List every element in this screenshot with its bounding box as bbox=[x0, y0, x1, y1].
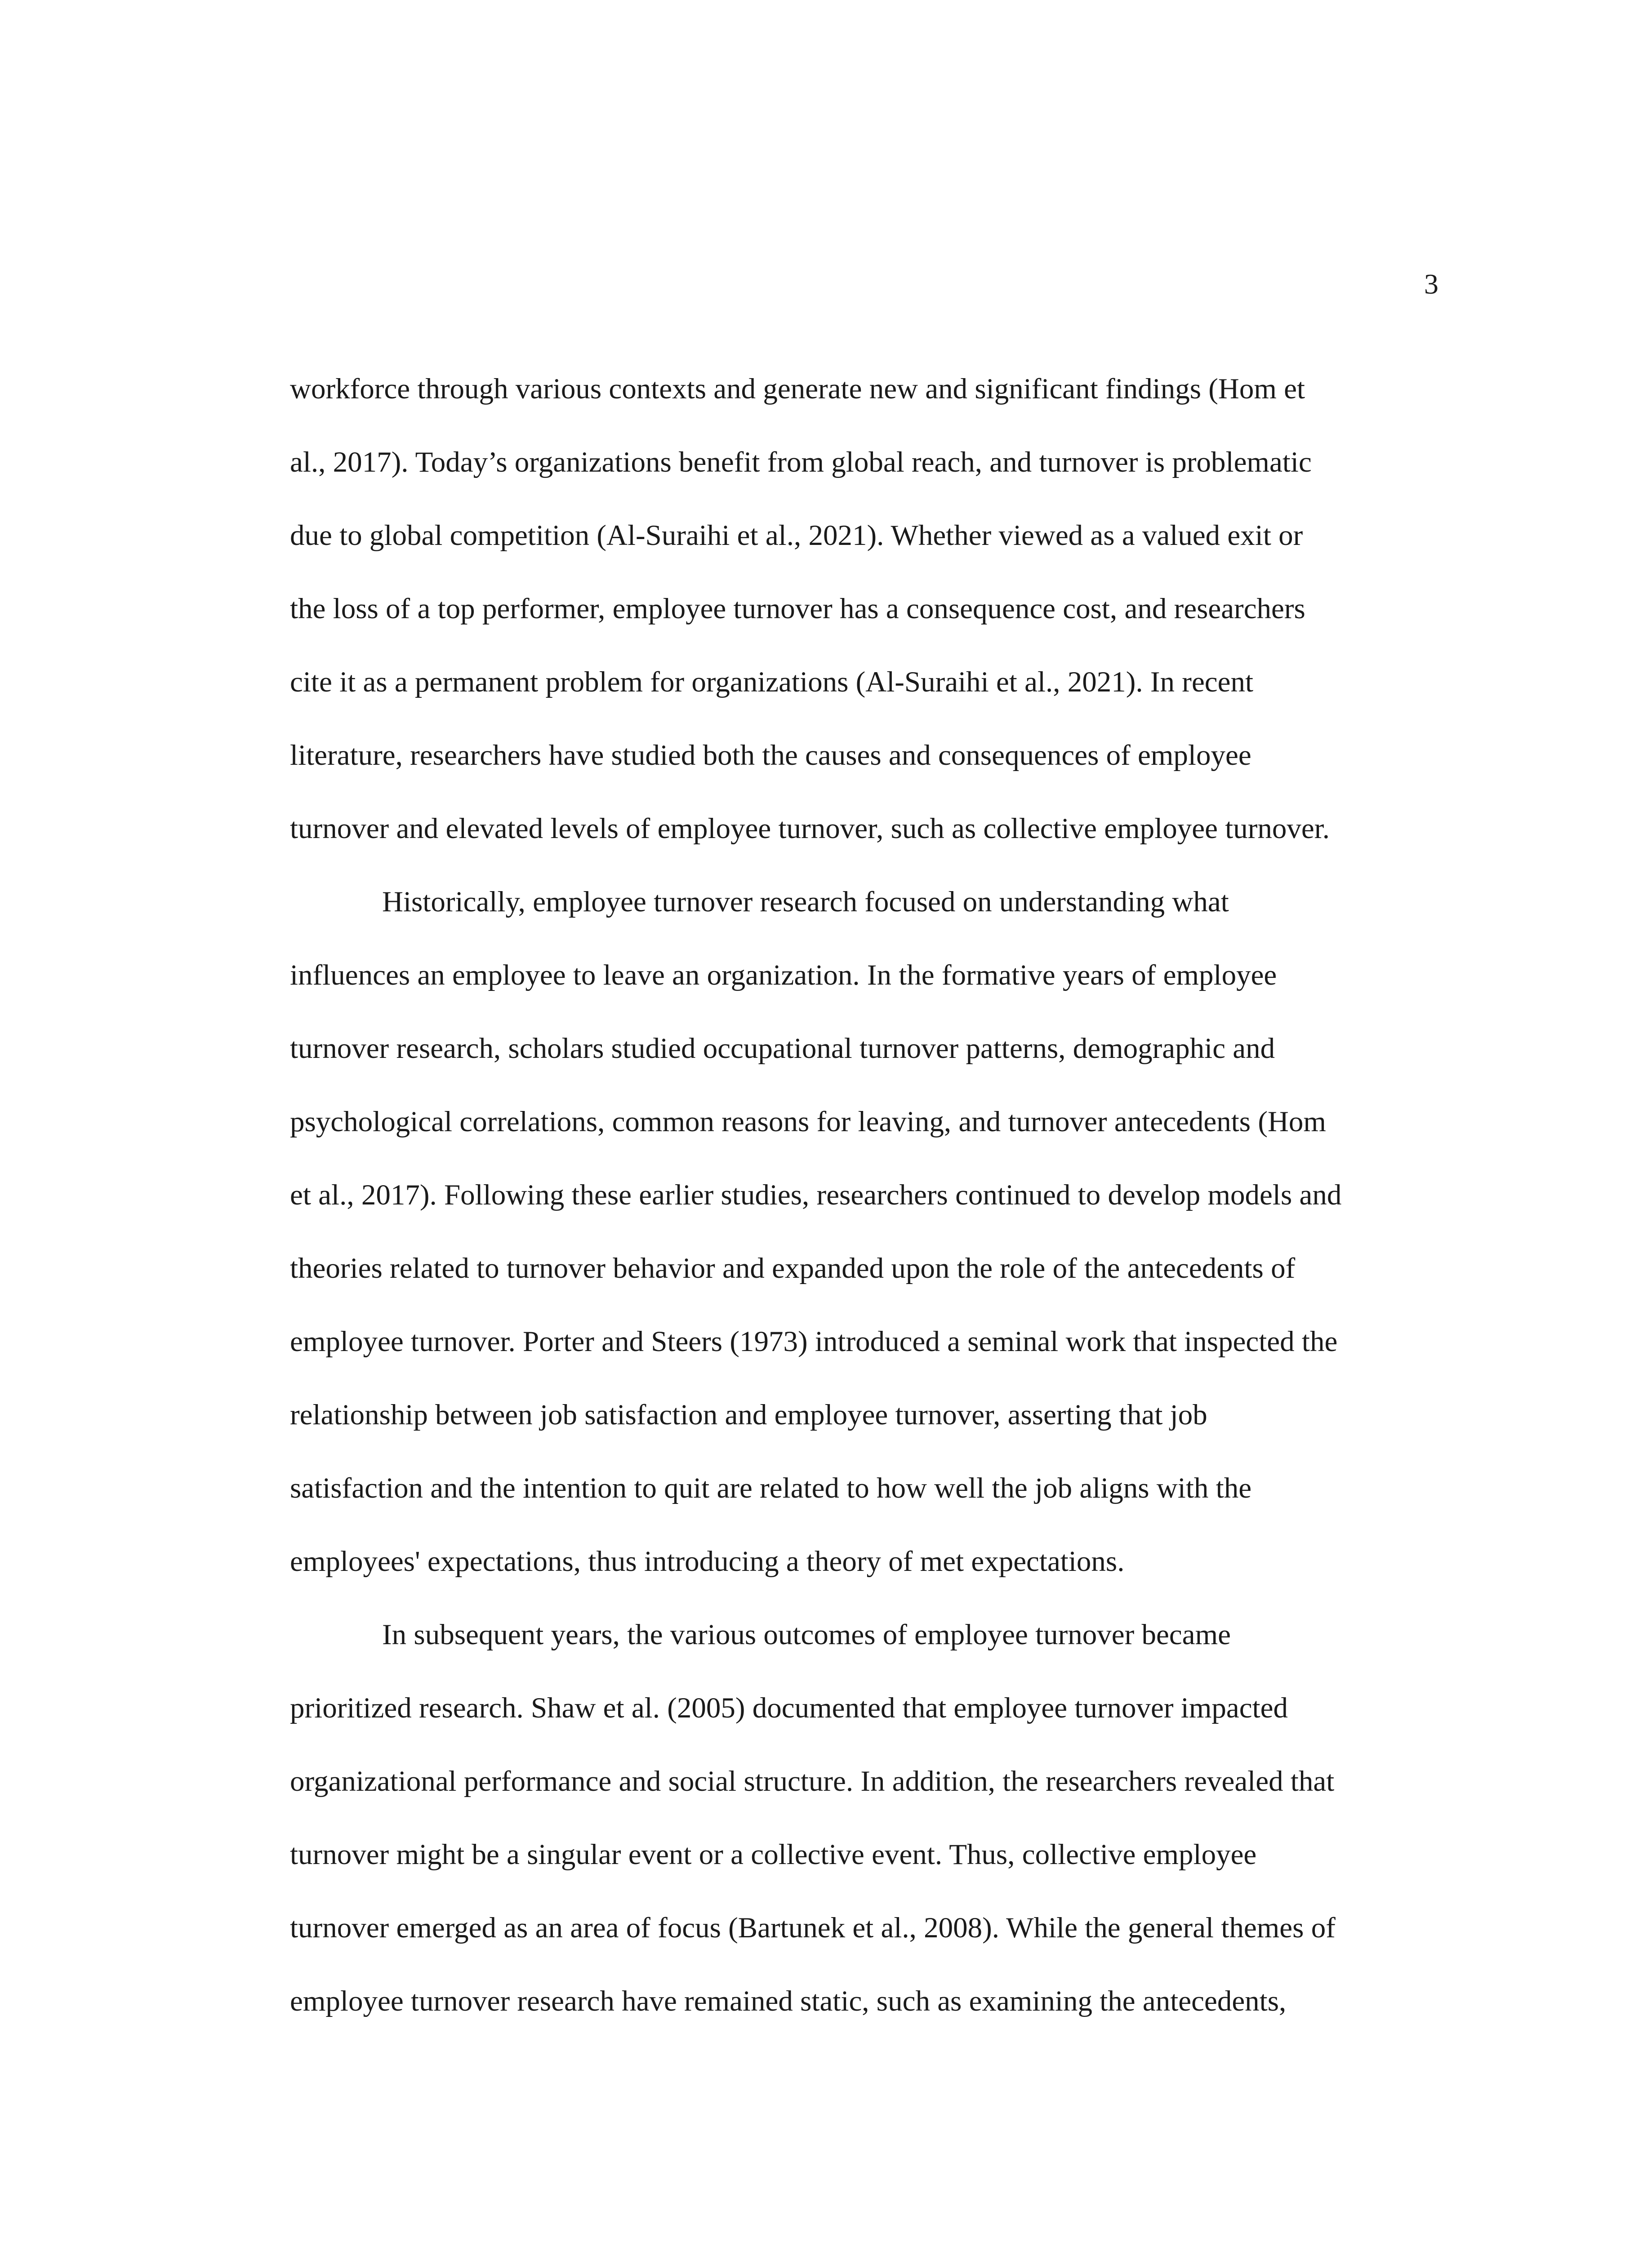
text-line: employee turnover. Porter and Steers (1973) introduced a seminal work that inspected the bbox=[290, 1325, 1338, 1358]
text-line: the loss of a top performer, employee turnover has a consequence cost, and researchers bbox=[290, 593, 1305, 625]
text-line: turnover research, scholars studied occupational turnover patterns, demographic and bbox=[290, 1032, 1275, 1065]
text-line: literature, researchers have studied both the causes and consequences of employee bbox=[290, 739, 1251, 772]
paragraph bbox=[290, 865, 1441, 1598]
text-line: cite it as a permanent problem for organizations (Al-Suraihi et al., 2021). In recent bbox=[290, 666, 1254, 698]
text-line: relationship between job satisfaction and employee turnover, asserting that job bbox=[290, 1399, 1207, 1431]
paragraph bbox=[290, 352, 1441, 865]
text-line: theories related to turnover behavior and expanded upon the role of the antecedents of bbox=[290, 1252, 1296, 1285]
page-number: 3 bbox=[1424, 268, 1438, 300]
text-line: employee turnover research have remained static, such as examining the antecedents, bbox=[290, 1985, 1287, 2017]
text-line: prioritized research. Shaw et al. (2005) documented that employee turnover impacted bbox=[290, 1692, 1288, 1724]
text-line: satisfaction and the intention to quit are related to how well the job aligns with the bbox=[290, 1472, 1252, 1504]
text-line: al., 2017). Today’s organizations benefit from global reach, and turnover is problematic bbox=[290, 446, 1312, 478]
paragraph bbox=[290, 1598, 1441, 2038]
text-line: turnover emerged as an area of focus (Bartunek et al., 2008). While the general themes of bbox=[290, 1912, 1336, 1944]
text-line: influences an employee to leave an organization. In the formative years of employee bbox=[290, 959, 1277, 991]
body-text bbox=[290, 352, 1441, 2038]
text-line: Historically, employee turnover research focused on understanding what bbox=[382, 886, 1229, 918]
text-line: due to global competition (Al-Suraihi et al., 2021). Whether viewed as a valued exit or bbox=[290, 519, 1303, 552]
text-line: psychological correlations, common reasons for leaving, and turnover antecedents (Hom bbox=[290, 1106, 1326, 1138]
text-line: employees' expectations, thus introducing a theory of met expectations. bbox=[290, 1545, 1125, 1578]
text-line: In subsequent years, the various outcomes of employee turnover became bbox=[382, 1619, 1231, 1651]
text-line: turnover and elevated levels of employee turnover, such as collective employee turnover. bbox=[290, 812, 1330, 845]
text-line: workforce through various contexts and generate new and significant findings (Hom et bbox=[290, 373, 1305, 405]
text-line: organizational performance and social structure. In addition, the researchers revealed that bbox=[290, 1765, 1335, 1798]
text-line: turnover might be a singular event or a collective event. Thus, collective employee bbox=[290, 1838, 1257, 1871]
text-line: et al., 2017). Following these earlier studies, researchers continued to develop models and bbox=[290, 1179, 1342, 1211]
